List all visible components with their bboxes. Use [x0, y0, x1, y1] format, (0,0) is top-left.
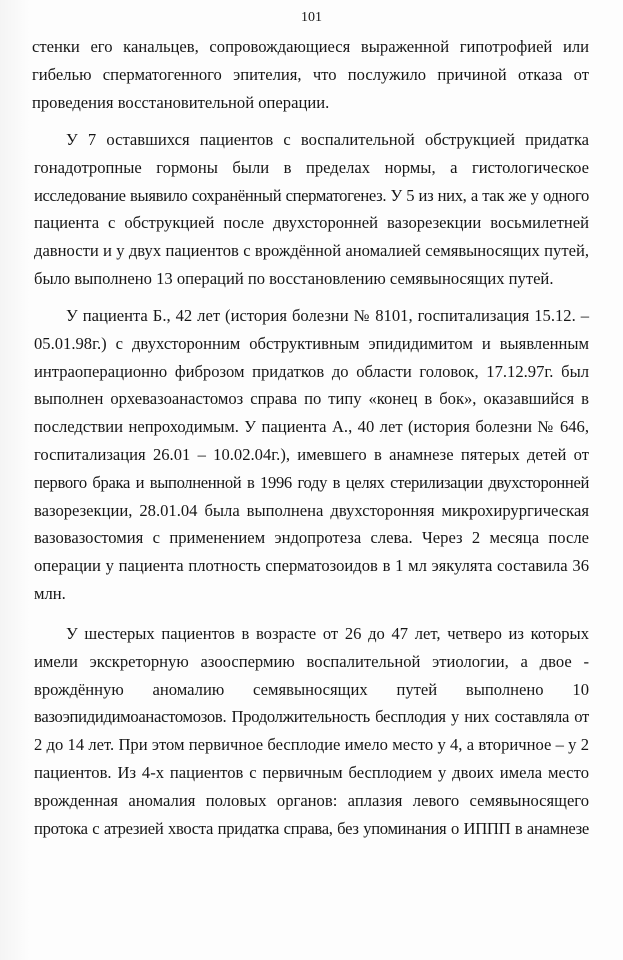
page-number: 101: [301, 10, 322, 25]
text-line: выполнен орхевазоанастомоз справа по типу «конец в бок», оказавшийся в: [34, 389, 589, 409]
text-line: было выполнено 13 операций по восстановлению семявыносящих путей.: [34, 268, 554, 288]
text-line: 05.01.98г.) с двухсторонним обструктивным эпидидимитом и выявленным: [34, 333, 589, 353]
text-line: гонадотропные гормоны были в пределах нормы, а гистологическое: [34, 157, 589, 177]
text-line: госпитализация 26.01 – 10.02.04г.), имевшего в анамнезе пятерых детей от: [34, 444, 589, 464]
text-line: протока с атрезией хвоста придатка справа, без упоминания о ИППП в анамнезе: [34, 818, 589, 838]
text-line: вазовазостомия с применением эндопротеза слева. Через 2 месяца после: [34, 528, 589, 548]
paragraph-2: [34, 126, 589, 293]
text-line: пациента с обструкцией после двухсторонней вазорезекции восьмилетней: [34, 213, 589, 233]
text-line: млн.: [34, 583, 66, 603]
text-line: проведения восстановительной операции.: [32, 92, 330, 112]
text-line: операции у пациента плотность сперматозоидов в 1 мл эякулята составила 36: [34, 556, 589, 576]
text-line: первого брака и выполненной в 1996 году в целях стерилизации двухсторонней: [34, 472, 589, 492]
text-line: врождённую аномалию семявыносящих путей выполнено 10: [34, 679, 589, 699]
paragraph-3: [34, 302, 589, 608]
text-line: последствии непроходимым. У пациента А., 40 лет (история болезни № 646,: [34, 417, 589, 437]
text-line: исследование выявило сохранённый сперматогенез. У 5 из них, а так же у одного: [34, 185, 589, 205]
text-line: У 7 оставшихся пациентов с воспалительной обструкцией придатка: [66, 130, 589, 149]
text-line: У пациента Б., 42 лет (история болезни № 8101, госпитализация 15.12. –: [66, 306, 589, 325]
text-line: стенки его канальцев, сопровождающиеся выраженной гипотрофией или: [32, 37, 589, 56]
paragraph-4: [34, 620, 589, 842]
text-line: врожденная аномалия половых органов: аплазия левого семявыносящего: [34, 790, 589, 810]
paragraph-1: [34, 33, 589, 116]
text-line: имели экскреторную азооспермию воспалительной этиологии, а двое -: [34, 651, 589, 671]
text-line: давности и у двух пациентов с врождённой аномалией семявыносящих путей,: [34, 241, 589, 261]
scan-margin-shadow: [0, 0, 30, 960]
text-line: У шестерых пациентов в возрасте от 26 до 47 лет, четверо из которых: [66, 624, 589, 643]
text-line: вазорезекции, 28.01.04 была выполнена двухсторонняя микрохирургическая: [34, 500, 589, 520]
text-line: 2 до 14 лет. При этом первичное бесплодие имело место у 4, а вторичное – у 2: [34, 735, 589, 755]
text-line: вазоэпидидимоанастомозов. Продолжительность бесплодия у них составляла от: [34, 707, 589, 727]
text-line: пациентов. Из 4-х пациентов с первичным бесплодием у двоих имела место: [34, 762, 589, 782]
text-line: гибелью сперматогенного эпителия, что послужило причиной отказа от: [32, 64, 589, 84]
text-line: интраоперационно фиброзом придатков до области головок, 17.12.97г. был: [34, 361, 589, 381]
